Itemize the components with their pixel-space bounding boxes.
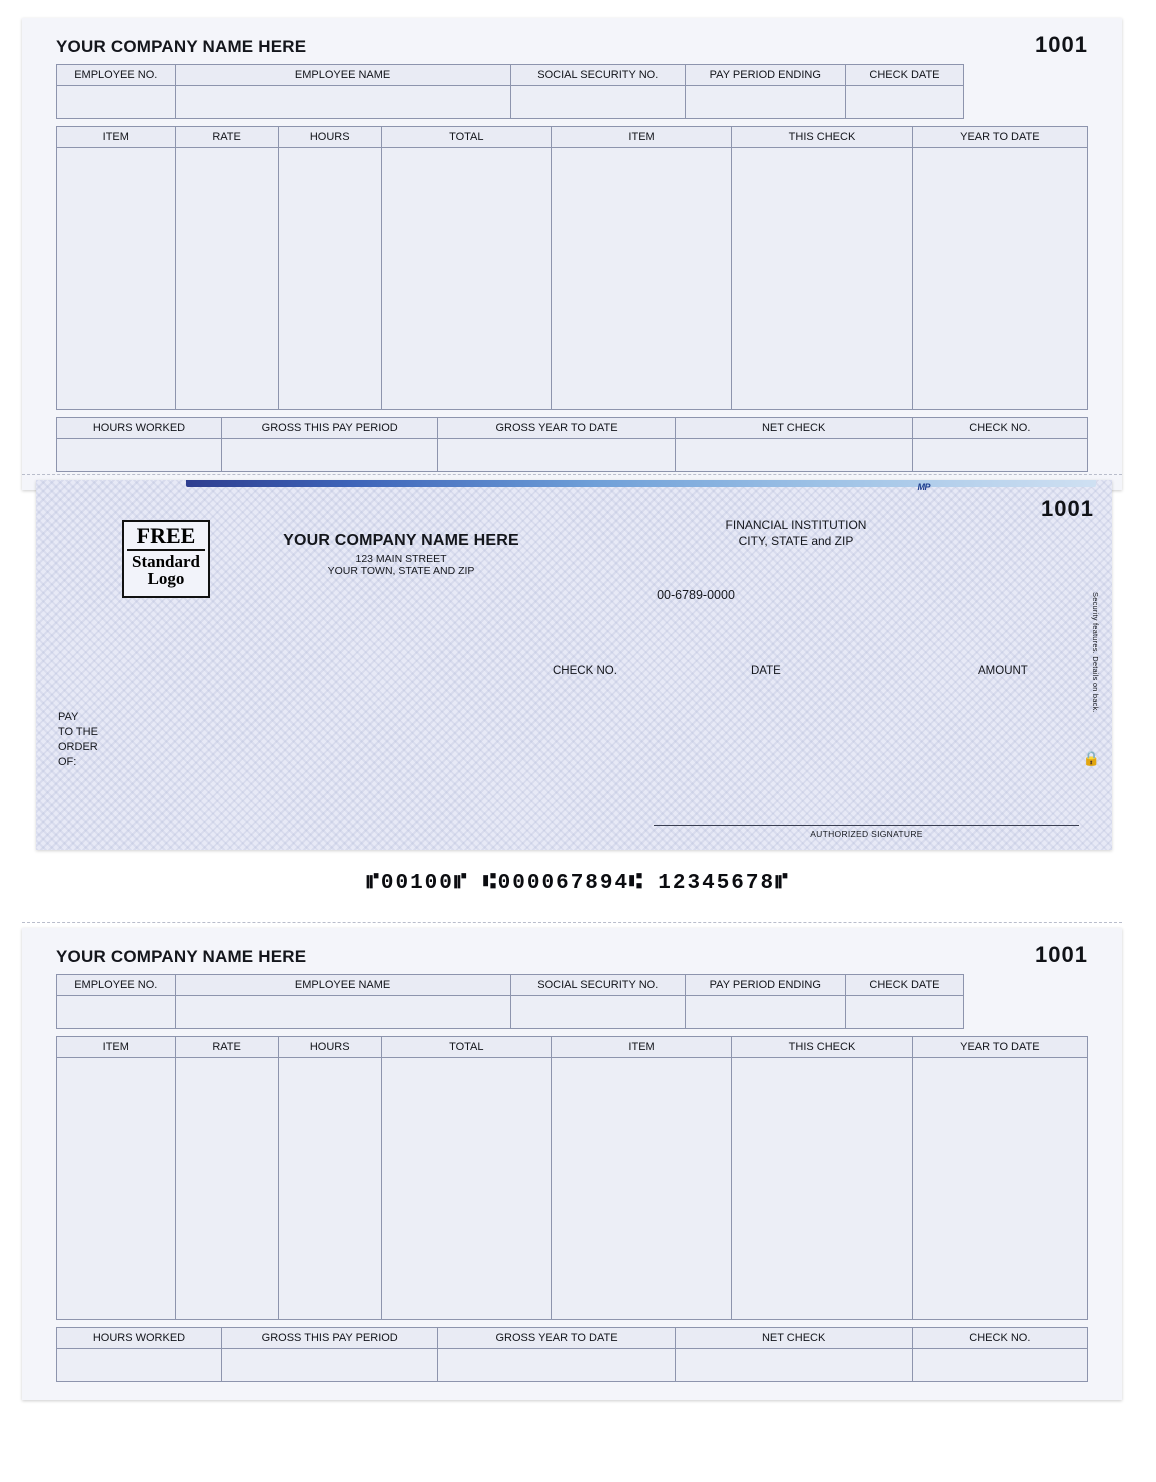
col-check-no: CHECK NO. <box>912 1328 1087 1349</box>
spacer-cell <box>964 996 1088 1029</box>
payer-address-line-2: YOUR TOWN, STATE AND ZIP <box>327 565 475 577</box>
col-check-date: CHECK DATE <box>845 65 964 86</box>
spacer-cell <box>964 86 1088 119</box>
logo-divider <box>127 549 205 551</box>
col-ssn: SOCIAL SECURITY NO. <box>510 975 685 996</box>
logo-line-3: Logo <box>147 569 185 588</box>
pay-to-line-1: PAY <box>58 711 79 723</box>
field-item-right[interactable] <box>551 1058 731 1320</box>
bank-city-state-zip: CITY, STATE and ZIP <box>738 533 854 548</box>
bank-name: FINANCIAL INSTITUTION <box>725 518 867 532</box>
field-pay-period-ending[interactable] <box>685 996 845 1029</box>
col-net-check: NET CHECK <box>675 1328 912 1349</box>
col-employee-no: EMPLOYEE NO. <box>57 65 176 86</box>
label-check-no: CHECK NO. <box>553 665 617 677</box>
col-employee-name: EMPLOYEE NAME <box>175 975 510 996</box>
col-rate: RATE <box>175 127 278 148</box>
table-row <box>57 1349 1088 1382</box>
field-employee-no[interactable] <box>57 996 176 1029</box>
security-features-note: Security features. Details on back. <box>1091 592 1100 713</box>
top-stub-detail-table <box>56 126 1088 410</box>
field-employee-name[interactable] <box>175 996 510 1029</box>
logo-line-2: Standard <box>131 552 201 571</box>
top-pay-stub <box>22 18 1122 490</box>
padlock-icon: 🔒 <box>1082 750 1100 766</box>
field-hours-worked[interactable] <box>57 439 222 472</box>
col-year-to-date: YEAR TO DATE <box>912 127 1087 148</box>
table-row <box>57 148 1088 410</box>
col-gross-year-to-date: GROSS YEAR TO DATE <box>438 1328 675 1349</box>
top-stub-employee-table <box>56 64 1088 119</box>
col-pay-period-ending: PAY PERIOD ENDING <box>685 975 845 996</box>
col-hours-worked: HOURS WORKED <box>57 1328 222 1349</box>
col-this-check: THIS CHECK <box>732 1037 912 1058</box>
signature-line <box>654 825 1079 826</box>
table-row <box>57 439 1088 472</box>
field-gross-year-to-date[interactable] <box>438 1349 675 1382</box>
bottom-stub-employee-table <box>56 974 1088 1029</box>
col-check-date: CHECK DATE <box>845 975 964 996</box>
col-employee-name: EMPLOYEE NAME <box>175 65 510 86</box>
field-rate[interactable] <box>175 148 278 410</box>
spacer-cell <box>964 65 1088 86</box>
col-hours: HOURS <box>278 1037 381 1058</box>
field-hours[interactable] <box>278 1058 381 1320</box>
field-item-left[interactable] <box>57 148 176 410</box>
field-ssn[interactable] <box>510 86 685 119</box>
field-gross-this-pay-period[interactable] <box>221 1349 438 1382</box>
table-row <box>57 65 1088 86</box>
field-total[interactable] <box>381 1058 551 1320</box>
col-year-to-date: YEAR TO DATE <box>912 1037 1087 1058</box>
spacer-cell <box>964 975 1088 996</box>
check-body <box>36 480 1112 850</box>
col-item-right: ITEM <box>551 127 731 148</box>
field-this-check[interactable] <box>732 148 912 410</box>
micr-line: ⑈00100⑈ ⑆000067894⑆ 12345678⑈ <box>366 872 790 895</box>
field-gross-this-pay-period[interactable] <box>221 439 438 472</box>
table-row <box>57 1328 1088 1349</box>
check-number: 1001 <box>1041 496 1094 521</box>
pay-to-line-4: OF: <box>58 755 77 768</box>
bottom-stub-check-number: 1001 <box>1035 942 1088 967</box>
col-item-left: ITEM <box>57 127 176 148</box>
field-this-check[interactable] <box>732 1058 912 1320</box>
top-stub-company-name: YOUR COMPANY NAME HERE <box>56 37 307 56</box>
field-total[interactable] <box>381 148 551 410</box>
field-year-to-date[interactable] <box>912 1058 1087 1320</box>
field-check-no[interactable] <box>912 1349 1087 1382</box>
bottom-stub-company-name: YOUR COMPANY NAME HERE <box>56 947 307 966</box>
top-stub-totals-table <box>56 417 1088 472</box>
field-net-check[interactable] <box>675 439 912 472</box>
col-hours-worked: HOURS WORKED <box>57 418 222 439</box>
label-date: DATE <box>751 665 781 677</box>
col-gross-this-pay-period: GROSS THIS PAY PERIOD <box>221 418 438 439</box>
payer-address-line-1: 123 MAIN STREET <box>355 553 447 565</box>
field-ssn[interactable] <box>510 996 685 1029</box>
col-this-check: THIS CHECK <box>732 127 912 148</box>
bottom-pay-stub <box>22 928 1122 1400</box>
field-gross-year-to-date[interactable] <box>438 439 675 472</box>
pay-to-line-3: ORDER <box>58 740 98 753</box>
table-row <box>57 975 1088 996</box>
bottom-stub-header <box>56 942 1088 974</box>
pay-to-line-2: TO THE <box>58 725 98 738</box>
field-net-check[interactable] <box>675 1349 912 1382</box>
perforation-bottom <box>22 922 1122 923</box>
field-item-right[interactable] <box>551 148 731 410</box>
table-row <box>57 1058 1088 1320</box>
col-total: TOTAL <box>381 1037 551 1058</box>
top-stub-header <box>56 32 1088 64</box>
col-net-check: NET CHECK <box>675 418 912 439</box>
perforation-top <box>22 474 1122 475</box>
bottom-stub-detail-table <box>56 1036 1088 1320</box>
security-gradient-bar <box>186 480 1096 487</box>
top-stub-check-number: 1001 <box>1035 32 1088 57</box>
col-employee-no: EMPLOYEE NO. <box>57 975 176 996</box>
bank-block <box>636 518 956 549</box>
col-item-right: ITEM <box>551 1037 731 1058</box>
table-row <box>57 86 1088 119</box>
logo-line-1: FREE <box>136 523 196 548</box>
col-hours: HOURS <box>278 127 381 148</box>
field-employee-no[interactable] <box>57 86 176 119</box>
bottom-stub-totals-table <box>56 1327 1088 1382</box>
field-hours[interactable] <box>278 148 381 410</box>
col-gross-this-pay-period: GROSS THIS PAY PERIOD <box>221 1328 438 1349</box>
field-check-no[interactable] <box>912 439 1087 472</box>
field-rate[interactable] <box>175 1058 278 1320</box>
field-hours-worked[interactable] <box>57 1349 222 1382</box>
logo-placeholder <box>122 520 210 598</box>
col-item-left: ITEM <box>57 1037 176 1058</box>
table-row <box>57 418 1088 439</box>
payer-block <box>236 532 566 577</box>
col-total: TOTAL <box>381 127 551 148</box>
col-pay-period-ending: PAY PERIOD ENDING <box>685 65 845 86</box>
table-row <box>57 996 1088 1029</box>
microprint-mark-icon: MP <box>917 482 930 492</box>
label-amount: AMOUNT <box>978 665 1028 677</box>
payer-company-name: YOUR COMPANY NAME HERE <box>283 532 519 549</box>
field-year-to-date[interactable] <box>912 148 1087 410</box>
table-row <box>57 1037 1088 1058</box>
field-check-date[interactable] <box>845 86 964 119</box>
pay-to-the-order-of-label <box>58 710 98 769</box>
field-check-date[interactable] <box>845 996 964 1029</box>
col-rate: RATE <box>175 1037 278 1058</box>
col-gross-year-to-date: GROSS YEAR TO DATE <box>438 418 675 439</box>
col-check-no: CHECK NO. <box>912 418 1087 439</box>
field-pay-period-ending[interactable] <box>685 86 845 119</box>
col-ssn: SOCIAL SECURITY NO. <box>510 65 685 86</box>
field-employee-name[interactable] <box>175 86 510 119</box>
field-item-left[interactable] <box>57 1058 176 1320</box>
table-row <box>57 127 1088 148</box>
routing-fraction: 00-6789-0000 <box>657 588 735 602</box>
authorized-signature-label: AUTHORIZED SIGNATURE <box>810 829 923 839</box>
